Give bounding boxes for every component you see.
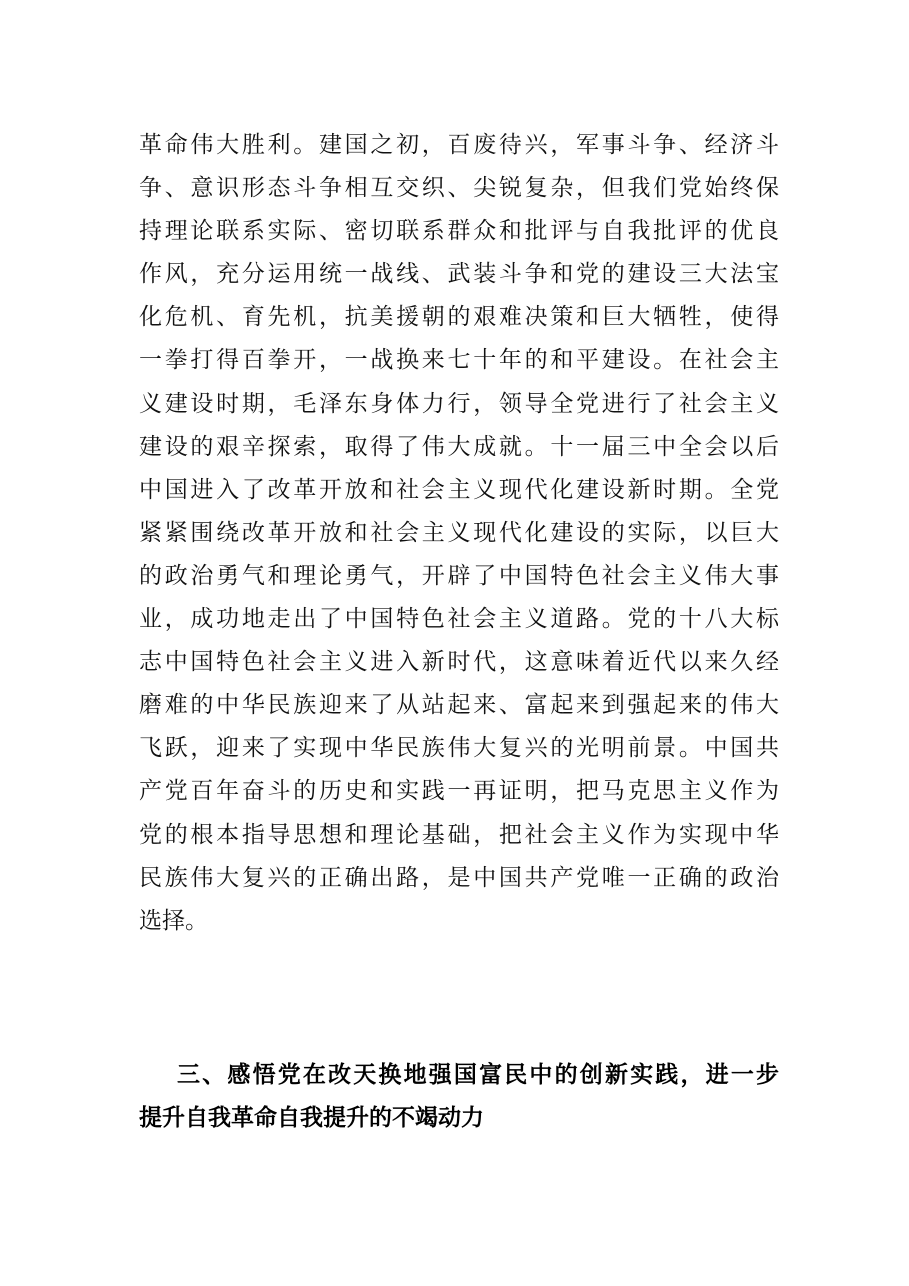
paragraph-line: 民族伟大复兴的正确出路，是中国共产党唯一正确的政治	[139, 864, 779, 891]
paragraph-line: 义建设时期，毛泽东身体力行，领导全党进行了社会主义	[139, 390, 779, 417]
paragraph-line: 磨难的中华民族迎来了从站起来、富起来到强起来的伟大	[139, 692, 779, 719]
paragraph-line: 持理论联系实际、密切联系群众和批评与自我批评的优良	[139, 218, 779, 245]
body-paragraph	[139, 124, 779, 943]
section-heading	[139, 1054, 779, 1140]
paragraph-line: 的政治勇气和理论勇气，开辟了中国特色社会主义伟大事	[139, 562, 779, 589]
paragraph-line: 作风，充分运用统一战线、武装斗争和党的建设三大法宝	[139, 261, 779, 288]
paragraph-line: 飞跃，迎来了实现中华民族伟大复兴的光明前景。中国共	[139, 735, 779, 762]
paragraph-line: 党的根本指导思想和理论基础，把社会主义作为实现中华	[139, 821, 779, 848]
paragraph-line: 争、意识形态斗争相互交织、尖锐复杂，但我们党始终保	[139, 175, 779, 202]
section-heading-line: 提升自我革命自我提升的不竭动力	[139, 1105, 484, 1131]
paragraph-line: 选择。	[139, 907, 208, 934]
paragraph-line: 革命伟大胜利。建国之初，百废待兴，军事斗争、经济斗	[139, 132, 779, 158]
paragraph-line: 紧紧围绕改革开放和社会主义现代化建设的实际，以巨大	[139, 519, 779, 546]
paragraph-line: 业，成功地走出了中国特色社会主义道路。党的十八大标	[139, 606, 779, 633]
section-heading-line: 三、感悟党在改天换地强国富民中的创新实践，进一步	[177, 1062, 779, 1088]
paragraph-line: 建设的艰辛探索，取得了伟大成就。十一届三中全会以后	[139, 433, 779, 460]
paragraph-line: 一拳打得百拳开，一战换来七十年的和平建设。在社会主	[139, 347, 779, 374]
paragraph-line: 中国进入了改革开放和社会主义现代化建设新时期。全党	[139, 476, 779, 503]
paragraph-line: 产党百年奋斗的历史和实践一再证明，把马克思主义作为	[139, 778, 779, 805]
paragraph-line: 化危机、育先机，抗美援朝的艰难决策和巨大牺牲，使得	[139, 304, 779, 331]
paragraph-line: 志中国特色社会主义进入新时代，这意味着近代以来久经	[139, 649, 779, 676]
